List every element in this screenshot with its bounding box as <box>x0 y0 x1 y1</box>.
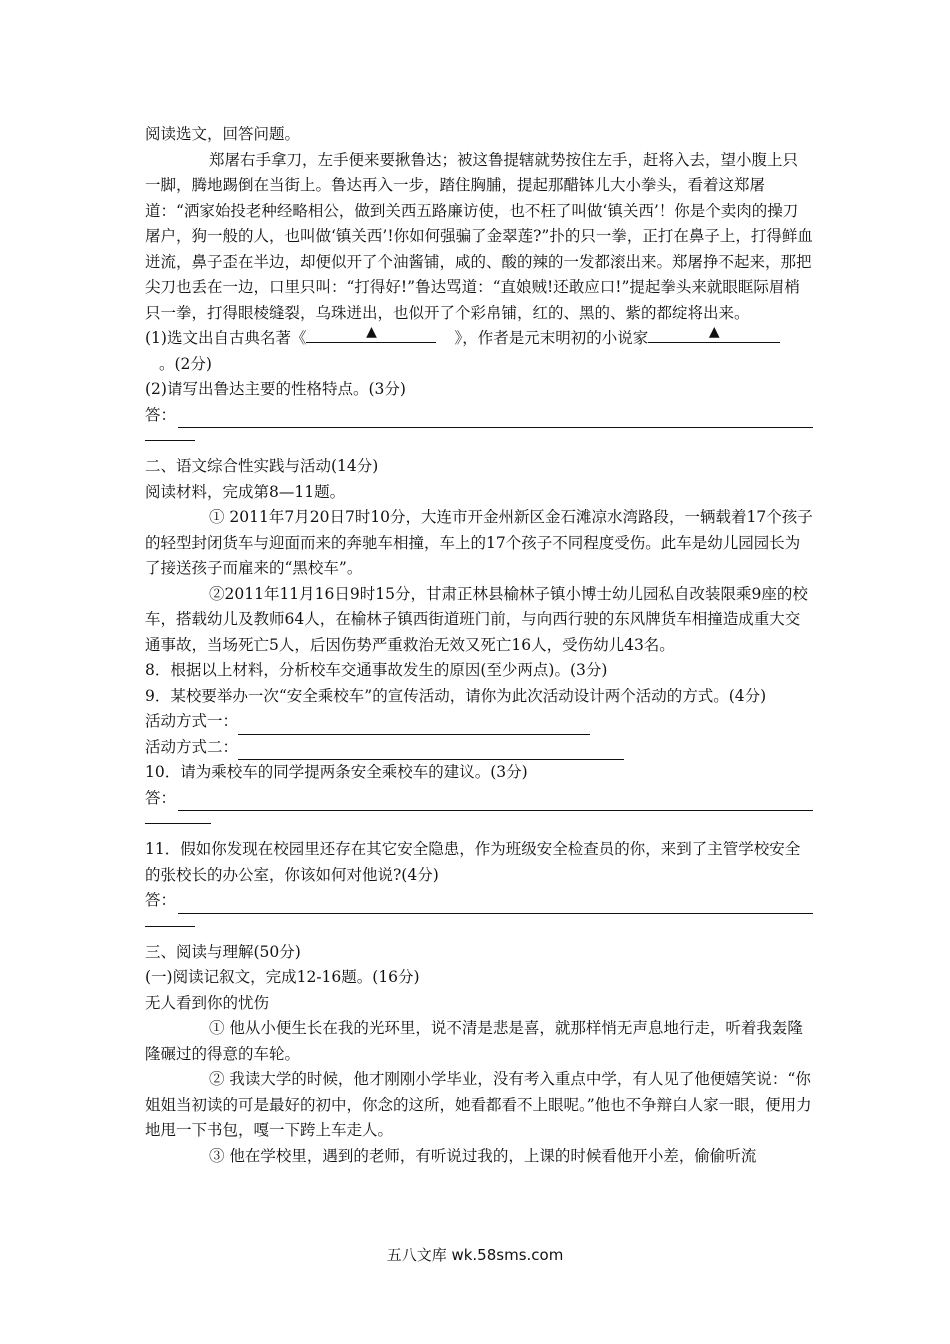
article-paragraph-3: ③ 他在学校里，遇到的老师，有听说过我的，上课的时候看他开小差，偷偷听流 <box>209 1146 757 1165</box>
answer-line-q10[interactable] <box>178 794 813 811</box>
question-8: 8．根据以上材料，分析校车交通事故发生的原因(至少两点)。(3分) <box>145 661 608 679</box>
material-1: ① 2011年7月20日7时10分，大连市开金州新区金石滩凉水湾路段，一辆载着17个孩子的轻型封闭货车与迎面而来的奔驰车相撞，车上的17个孩子不同程度受伤。此车是幼儿园园长为了接送孩子而雇来的“黑校车”。 <box>145 508 813 577</box>
answer-line-q2-end[interactable] <box>145 428 195 441</box>
passage-paragraph: 郑屠右手拿刀，左手便来要揪鲁达；被这鲁提辖就势按住左手，赶将入去，望小腹上只一脚，腾地踢倒在当街上。鲁达再入一步，踏住胸脯，提起那醋钵儿大小拳头，看着这郑屠道：“洒家始投老种经略相公，做到关西五路廉访使，也不枉了叫做‘镇关西’！你是个卖肉的操刀屠户，狗一般的人，也叫做‘镇关西’!你如何强骗了金翠莲?”扑的只一拳，正打在鼻子上，打得鲜血迸流，鼻子歪在半边，却便似开了个油酱铺，咸的、酸的辣的一发都滚出来。郑屠挣不起来，那把尖刀也丢在一边，口里只叫：“打得好!”鲁达骂道：“直娘贼!还敢应口!”提起拳头来就眼眶际眉梢只一拳，打得眼棱缝裂，乌珠迸出，也似开了个彩帛铺，红的、黑的、紫的都绽将出来。 <box>145 150 813 322</box>
answer-line-q10-end[interactable] <box>145 811 211 824</box>
document-body <box>145 122 813 1169</box>
question-2: (2)请写出鲁达主要的性格特点。(3分) <box>145 380 406 398</box>
article-paragraph-2: ② 我读大学的时候，他才刚刚小学毕业，没有考入重点中学，有人见了他便嬉笑说：“你姐姐当初读的可是最好的初中，你念的这所，她看都看不上眼呢。”他也不争辩白人家一眼，便用力地甩一下书包，嘎一下跨上车走人。 <box>145 1070 812 1139</box>
question-1: (1)选文出自古典名著《 ▲ 》，作者是元末明初的小说家 ▲ 。(2分) <box>145 326 813 377</box>
answer-blank-book[interactable]: ▲ <box>306 326 436 343</box>
question-11: 11．假如你发现在校园里还存在其它安全隐患，作为班级安全检查员的你，来到了主管学校安全的张校长的办公室，你该如何对他说?(4分) <box>145 840 801 884</box>
material-2: ②2011年11月16日9时15分，甘肃正林县榆林子镇小博士幼儿园私自改装限乘9座的校车，搭载幼儿及教师64人，在榆林子镇西街道班门前，与向西行驶的东风牌货车相撞造成重大交通事故，当场死亡5人，后因伤势严重救治无效又死亡16人，受伤幼儿43名。 <box>145 584 808 654</box>
section-3-sub: (一)阅读记叙文，完成12-16题。(16分) <box>145 968 420 986</box>
activity-row-1: 活动方式一： <box>145 709 813 735</box>
question-9: 9．某校要举办一次“安全乘校车”的宣传活动，请你为此次活动设计两个活动的方式。(4分) <box>145 686 767 705</box>
reading-intro: 阅读选文，回答问题。 <box>145 125 301 143</box>
answer-row-q11: 答： <box>145 888 813 914</box>
answer-line-q2[interactable] <box>178 411 813 428</box>
activity-row-2: 活动方式二： <box>145 735 813 761</box>
answer-line-q11[interactable] <box>178 897 813 914</box>
question-10: 10．请为乘校车的同学提两条安全乘校车的建议。(3分) <box>145 763 528 781</box>
section-2-heading: 二、语文综合性实践与活动(14分) <box>145 457 379 475</box>
section-3-heading: 三、阅读与理解(50分) <box>145 942 301 961</box>
section-2-instruction: 阅读材料，完成第8—11题。 <box>145 482 346 501</box>
page-footer: 五八文库 wk.58sms.com <box>386 1246 564 1264</box>
answer-line-q11-end[interactable] <box>145 914 195 927</box>
article-title: 无人看到你的忧伤 <box>145 993 270 1012</box>
activity-line-1[interactable] <box>238 718 590 735</box>
answer-row-q10: 答： <box>145 786 813 812</box>
answer-blank-author[interactable]: ▲ <box>648 326 780 343</box>
article-paragraph-1: ① 他从小便生长在我的光环里，说不清是悲是喜，就那样悄无声息地行走，听着我轰隆隆碾过的得意的车轮。 <box>145 1019 803 1063</box>
activity-line-2[interactable] <box>238 743 624 760</box>
answer-row-q2: 答： <box>145 403 813 429</box>
